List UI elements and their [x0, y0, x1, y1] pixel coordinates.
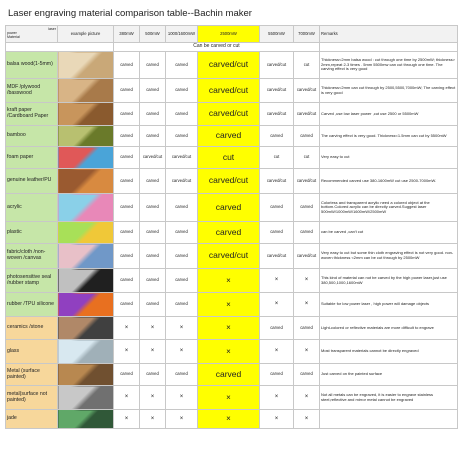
cell-power-1: carved	[140, 103, 166, 126]
cell-power-0: ×	[114, 410, 140, 429]
cell-power-5: carved/cut	[294, 79, 320, 103]
material-name: genuine leather/PU	[6, 169, 58, 194]
cell-power-3: ×	[198, 293, 260, 317]
header-corner	[6, 26, 58, 43]
cell-power-4: carved/cut	[260, 79, 294, 103]
remark-text: Recommended carved use 380-1600mW cut use 2500-7000mW.	[320, 169, 458, 194]
cell-power-4: carved	[260, 194, 294, 222]
material-name: foam paper	[6, 147, 58, 169]
cell-power-5: carved/cut	[294, 169, 320, 194]
cell-power-5: carved	[294, 126, 320, 147]
table-row	[6, 244, 458, 269]
cell-power-0: carved	[114, 222, 140, 244]
material-name: jade	[6, 410, 58, 429]
material-name: MDF /plywood /basswood	[6, 79, 58, 103]
material-name: photosensitive seal /rubber stamp	[6, 269, 58, 293]
header-power-5500: 5500mW	[260, 26, 294, 43]
cell-power-3: ×	[198, 317, 260, 340]
table-row	[6, 222, 458, 244]
table-row	[6, 386, 458, 410]
cell-power-4: carved/cut	[260, 169, 294, 194]
remark-text: Colorless and transparent acrylic need a colored object at the bottom.Colored acrylic can be directly carved.Suggest laser 500mW/1000mW/1600mW/2500mW	[320, 194, 458, 222]
material-name: kraft paper /Cardboard Paper	[6, 103, 58, 126]
remark-text: Not all metals can be engraved, it is easier to engrave stainless steel,reflective and mirror metal cannot be engraved	[320, 386, 458, 410]
cell-power-0: carved	[114, 103, 140, 126]
silicone-picture	[58, 293, 114, 317]
cell-power-0: ×	[114, 340, 140, 364]
cell-power-3: ×	[198, 340, 260, 364]
jade-picture	[58, 410, 114, 429]
cell-power-3: carved	[198, 126, 260, 147]
cell-power-3: carved/cut	[198, 52, 260, 79]
cell-power-4: carved	[260, 317, 294, 340]
cell-power-2: carved	[166, 293, 198, 317]
remark-text: Just carved on the painted surface	[320, 364, 458, 386]
cell-power-1: carved	[140, 169, 166, 194]
remark-text: can be carved ,can't cut	[320, 222, 458, 244]
cell-power-1: carved	[140, 52, 166, 79]
remark-text: Carved ,use low laser power ,cut use 2500 or 5500mW	[320, 103, 458, 126]
cell-power-3: carved/cut	[198, 169, 260, 194]
cell-power-1: ×	[140, 386, 166, 410]
corner-laser: laser	[48, 27, 56, 32]
rubber-stamp-picture	[58, 269, 114, 293]
cell-power-4: ×	[260, 386, 294, 410]
cell-power-2: carved	[166, 244, 198, 269]
remark-text: Very easy to cut but some thin cloth engraving effect is not very good. non-woven thickness <2mm can be cut through by 2500mW	[320, 244, 458, 269]
cell-power-4: ×	[260, 269, 294, 293]
cell-power-3: carved/cut	[198, 103, 260, 126]
cell-power-0: carved	[114, 194, 140, 222]
remark-text: Suitable for low power laser , high power will damage objects	[320, 293, 458, 317]
cell-power-5: ×	[294, 386, 320, 410]
cell-power-3: ×	[198, 410, 260, 429]
cell-power-1: ×	[140, 317, 166, 340]
painted-metal-picture	[58, 364, 114, 386]
cell-power-0: carved	[114, 269, 140, 293]
cell-power-3: carved/cut	[198, 79, 260, 103]
cell-power-0: ×	[114, 317, 140, 340]
remark-text: This kind of material can not be carved by the high power laser,just use 380,500,1000,1600mW	[320, 269, 458, 293]
table-row	[6, 147, 458, 169]
table-row	[6, 52, 458, 79]
cell-power-4: carved/cut	[260, 244, 294, 269]
material-name: balsa wood(1-5mm)	[6, 52, 58, 79]
cell-power-2: carved/cut	[166, 147, 198, 169]
cell-power-5: carved/cut	[294, 103, 320, 126]
cell-power-4: carved	[260, 222, 294, 244]
cell-power-3: cut	[198, 147, 260, 169]
cell-power-3: carved	[198, 222, 260, 244]
cell-power-1: carved/cut	[140, 147, 166, 169]
cell-power-0: carved	[114, 126, 140, 147]
subheader-spacer	[6, 43, 114, 52]
cell-power-0: carved	[114, 52, 140, 79]
cell-power-0: carved	[114, 79, 140, 103]
cell-power-5: ×	[294, 293, 320, 317]
cell-power-2: ×	[166, 410, 198, 429]
remark-text: Most transparent materials cannot be directly engraved	[320, 340, 458, 364]
header-power-2500: 2500mW	[198, 26, 260, 43]
cell-power-1: carved	[140, 364, 166, 386]
cell-power-1: carved	[140, 194, 166, 222]
cell-power-5: ×	[294, 340, 320, 364]
table-row	[6, 126, 458, 147]
glass-picture	[58, 340, 114, 364]
table-row	[6, 293, 458, 317]
cell-power-5: carved	[294, 194, 320, 222]
header-power-7000: 7000mW	[294, 26, 320, 43]
table-row	[6, 340, 458, 364]
material-name: bamboo	[6, 126, 58, 147]
corner-power: power	[7, 31, 17, 36]
table-row	[6, 410, 458, 429]
foam-paper-picture	[58, 147, 114, 169]
cell-power-4: ×	[260, 293, 294, 317]
remark-text: The carving effect is very good. Thickness<1.5mm can cut by 5500mW	[320, 126, 458, 147]
cell-power-4: carved/cut	[260, 52, 294, 79]
cell-power-3: ×	[198, 386, 260, 410]
remark-text: Thickness<2mm balsa wood : cut through one time by 2500mW; thickness> 2mm,repeat 2-3 times . 5mm 5500mw can cut through one time. The carving effect is very good	[320, 52, 458, 79]
header-power-500: 500mW	[140, 26, 166, 43]
subheader-spacer-right	[320, 43, 458, 52]
table-row	[6, 103, 458, 126]
cell-power-5: carved	[294, 317, 320, 340]
cell-power-3: carved/cut	[198, 244, 260, 269]
cell-power-1: carved	[140, 126, 166, 147]
material-name: fabric/cloth /non-woven /canvas	[6, 244, 58, 269]
cell-power-5: cut	[294, 147, 320, 169]
cell-power-2: carved	[166, 52, 198, 79]
cell-power-2: carved	[166, 269, 198, 293]
cell-power-0: carved	[114, 147, 140, 169]
plastic-picture	[58, 222, 114, 244]
remark-text: Very easy to cut	[320, 147, 458, 169]
cell-power-2: carved	[166, 126, 198, 147]
table-row	[6, 269, 458, 293]
page-title: Laser engraving material comparison table--Bachin maker	[8, 8, 252, 19]
cell-power-1: carved	[140, 293, 166, 317]
cell-power-1: ×	[140, 340, 166, 364]
table-row	[6, 317, 458, 340]
cell-power-5: ×	[294, 269, 320, 293]
cell-power-5: cut	[294, 52, 320, 79]
cardboard-picture	[58, 103, 114, 126]
cell-power-1: ×	[140, 410, 166, 429]
cell-power-2: carved/cut	[166, 169, 198, 194]
cell-power-2: carved	[166, 194, 198, 222]
remark-text	[320, 410, 458, 429]
table-row	[6, 194, 458, 222]
cell-power-1: carved	[140, 222, 166, 244]
cell-power-2: carved	[166, 79, 198, 103]
remark-text: Thickness<2mm can cut through by 2500,5500,7000mW; The carving effect is very good	[320, 79, 458, 103]
cell-power-3: ×	[198, 269, 260, 293]
cell-power-4: carved	[260, 364, 294, 386]
material-name: ceramics /stone	[6, 317, 58, 340]
cell-power-2: ×	[166, 386, 198, 410]
subheader-can-be-carved: Can be carved or cut	[114, 43, 320, 52]
material-name: glass	[6, 340, 58, 364]
remark-text: Light-colored or reflective materials are more difficult to engrave	[320, 317, 458, 340]
corner-material: Material	[7, 34, 20, 39]
cell-power-3: carved	[198, 364, 260, 386]
material-name: acrylic	[6, 194, 58, 222]
metal-picture	[58, 386, 114, 410]
cell-power-4: carved	[260, 126, 294, 147]
cell-power-5: ×	[294, 410, 320, 429]
cell-power-2: ×	[166, 340, 198, 364]
material-name: rubber /TPU silicone	[6, 293, 58, 317]
cell-power-2: ×	[166, 317, 198, 340]
cell-power-2: carved	[166, 364, 198, 386]
cell-power-4: cut	[260, 147, 294, 169]
cell-power-1: carved	[140, 269, 166, 293]
cell-power-0: carved	[114, 169, 140, 194]
cell-power-2: carved	[166, 222, 198, 244]
leather-picture	[58, 169, 114, 194]
cell-power-3: carved	[198, 194, 260, 222]
cell-power-2: carved	[166, 103, 198, 126]
cell-power-4: ×	[260, 410, 294, 429]
table-row	[6, 364, 458, 386]
cell-power-4: carved/cut	[260, 103, 294, 126]
bamboo-picture	[58, 126, 114, 147]
header-power-380: 380mW	[114, 26, 140, 43]
table-row	[6, 169, 458, 194]
cell-power-4: ×	[260, 340, 294, 364]
cell-power-1: carved	[140, 244, 166, 269]
cell-power-5: carved/cut	[294, 244, 320, 269]
header-power-1000-1600: 1000/1600mW	[166, 26, 198, 43]
cell-power-0: carved	[114, 244, 140, 269]
cell-power-5: carved	[294, 222, 320, 244]
ceramics-picture	[58, 317, 114, 340]
material-name: Metal (surface painted)	[6, 364, 58, 386]
comparison-table	[5, 25, 458, 429]
cell-power-1: carved	[140, 79, 166, 103]
material-name: metal(surface not painted)	[6, 386, 58, 410]
cell-power-5: carved	[294, 364, 320, 386]
fabric-picture	[58, 244, 114, 269]
header-example-picture: example picture	[58, 26, 114, 43]
header-remarks: Remarks	[320, 26, 458, 43]
cell-power-0: carved	[114, 364, 140, 386]
table-row	[6, 79, 458, 103]
cell-power-0: ×	[114, 386, 140, 410]
plywood-picture	[58, 79, 114, 103]
acrylic-picture	[58, 194, 114, 222]
cell-power-0: carved	[114, 293, 140, 317]
balsa-wood-picture	[58, 52, 114, 79]
material-name: plastic	[6, 222, 58, 244]
